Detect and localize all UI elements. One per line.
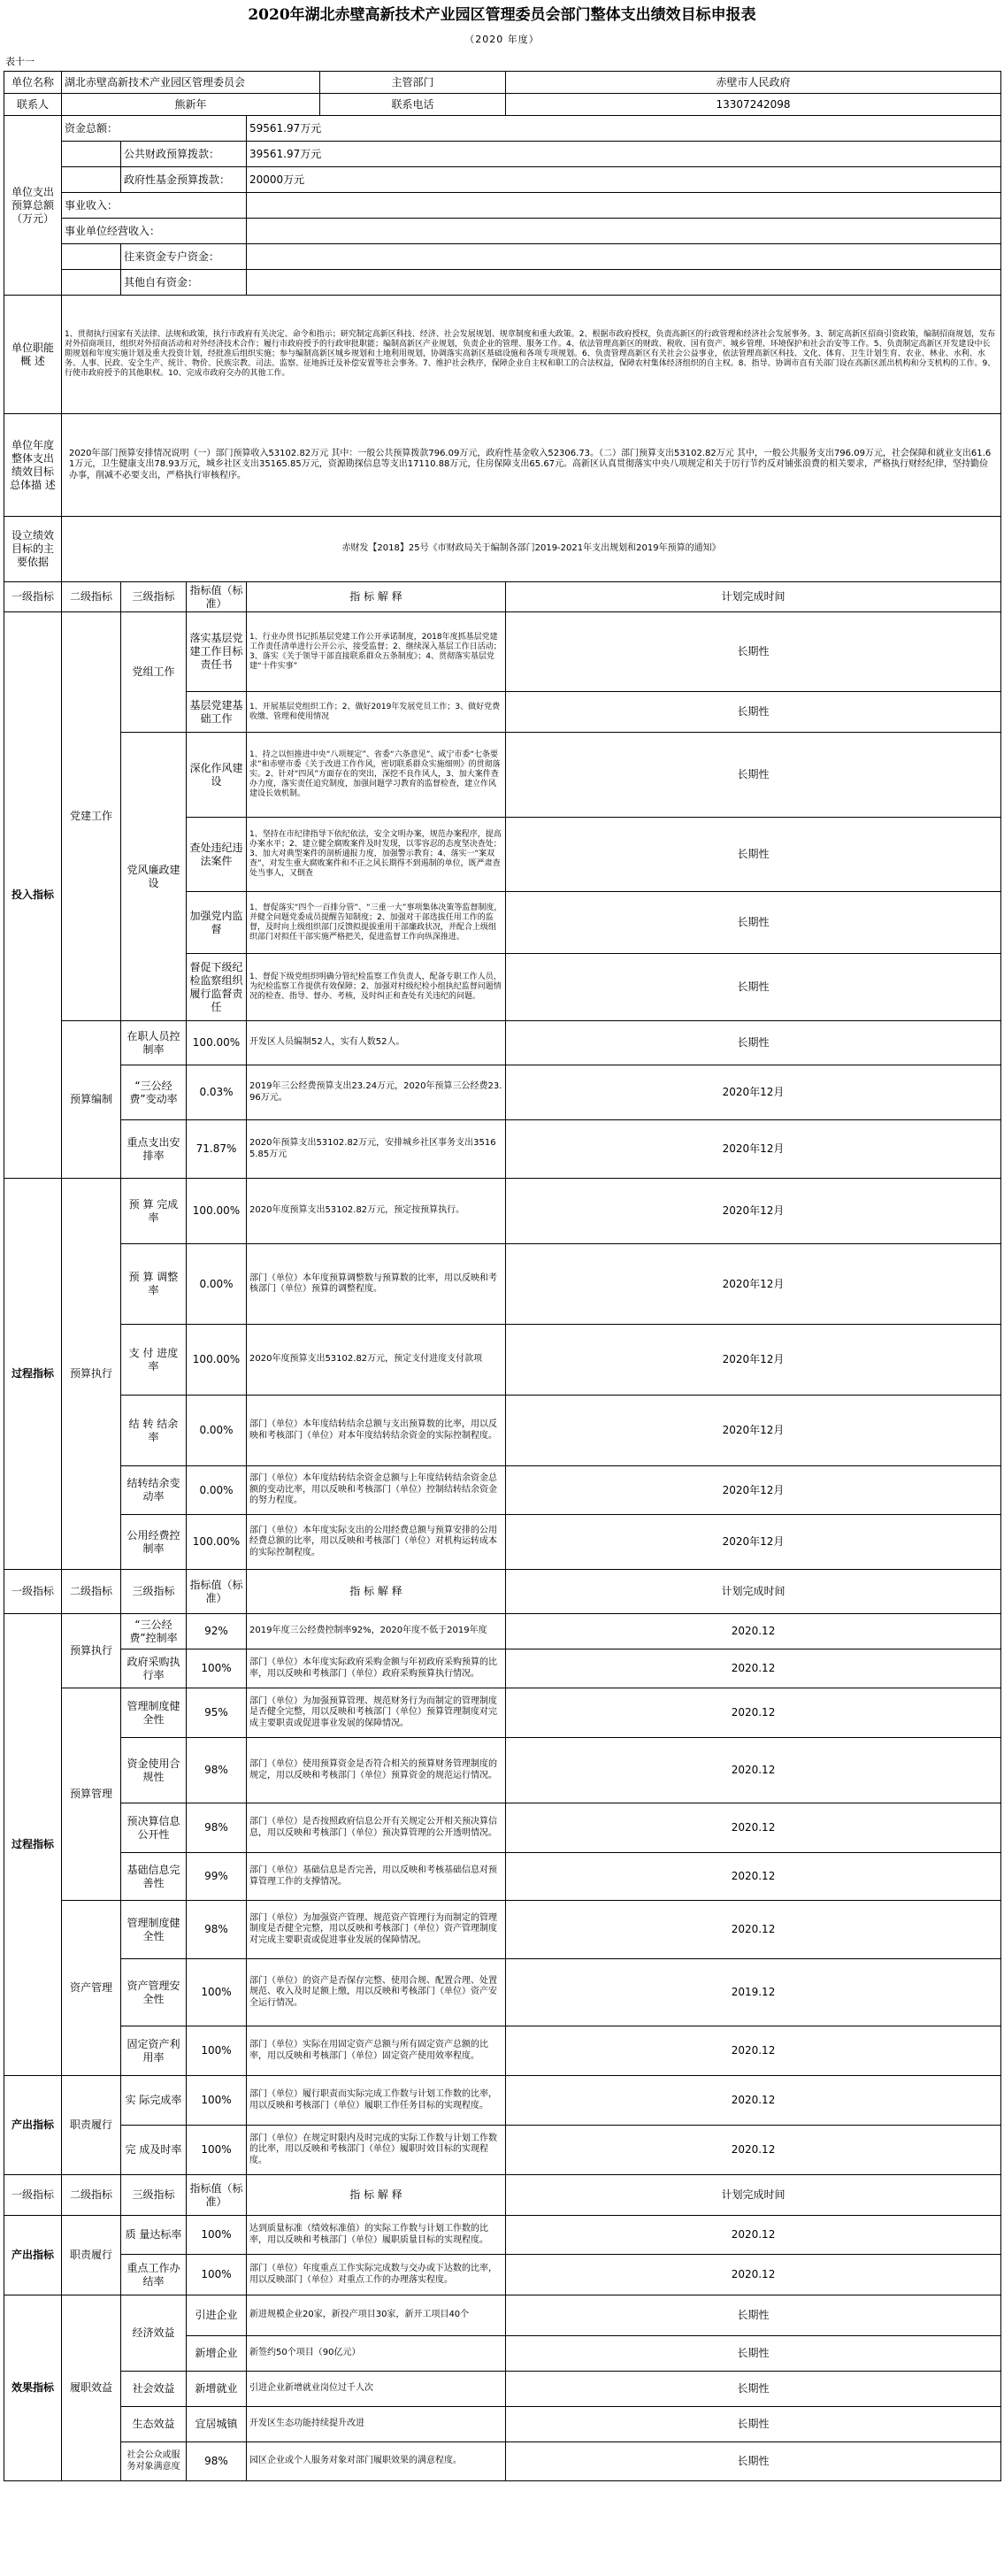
indicator-explain: 部门（单位）本年度预算调整数与预算数的比率，用以反映和考核部门（单位）预算的调整程度。 — [247, 1244, 506, 1325]
indicator-explain: 1、坚持在市纪律指导下依纪依法，安全文明办案，规范办案程序，提高办案水平；2、建立健全腐败案件及时发现，以零容忍的态度坚决查处；3、加大对典型案件的剖析通报力度，加强警示教育；4、落实一“案双查”，对发生重大腐败案件和不正之风长期得不到遏制的单位，既严肃查处当事人，又倒查 — [247, 818, 506, 892]
header-value: 指标值（标准） — [187, 582, 247, 612]
indicator-plan: 2020年12月 — [506, 1466, 1001, 1515]
indicator-plan: 2020.12 — [506, 1649, 1001, 1688]
header-level3: 三级指标 — [121, 582, 187, 612]
section-level2: 预算执行 — [62, 1179, 121, 1570]
budget-item-value: 20000万元 — [247, 167, 1001, 193]
indicator-name: 资金使用合规性 — [121, 1738, 187, 1803]
indicator-plan: 2019.12 — [506, 1959, 1001, 2026]
indicator-explain: 部门（单位）本年度结转结余总额与支出预算数的比率，用以反映和考核部门（单位）对本年度结转结余资金的实际控制程度。 — [247, 1396, 506, 1466]
budget-item-label: 事业单位经营收入： — [62, 219, 247, 244]
indicator-name: 支 付 进度率 — [121, 1325, 187, 1396]
benefit-type: 生态效益 — [121, 2407, 187, 2442]
indicator-explain: 开发区生态功能持续提升改进 — [247, 2407, 506, 2442]
indicator-plan: 2020.12 — [506, 2255, 1001, 2295]
indicator-explain: 开发区人员编制52人，实有人数52人。 — [247, 1021, 506, 1065]
indicator-value: 100% — [187, 2026, 247, 2076]
indicator-value: 100% — [187, 2255, 247, 2295]
budget-label: 单位支出预算总额（万元） — [4, 116, 62, 296]
duty-text: 1、贯彻执行国家有关法律、法规和政策，执行市政府有关决定、命令和指示；研究制定高新区科技、经济、社会发展规划、规章制度和重大政策。2、根据市政府授权，负责高新区的行政管理和经济社会发展事务。3、制定高新区招商引资政策，编制招商规划，发布对外招商项目，组织对外招商活动和对外经济技术合作；履行市政府授予的行政审批职能；编制高新区产业规划，负责企业的管理、服务工作。4、依法管理高新区的财政、税收、国有资产、城乡管理、环境保护和社会治安等工作。5、负责制定高新区开发建设中长期规划和年度实施计划及重大投资计划，经批准后组织实施；参与编制高新区城乡规划和土地利用规划，协调落实高新区基础设施和各项专项规划。6、负责管理高新区有关社会公益事业，依法管理高新区科技、文化、体育、卫生计划生育、农业、林业、水利、水务、人事、民政、安全生产、统计、物价、民族宗教、司法、监察、征地拆迁及补偿安置等社会事务。7、维护社会秩序，保障企业自主权和职工的合法权益，保障农村集体经济组织的自主权。8、指导、协调市直有关部门设在高新区派出机构和分支机构的工作。9、行使市政府授予的其他职权。10、完成市政府交办的其他工作。 — [62, 296, 1001, 414]
indicator-value: 71.87% — [187, 1120, 247, 1179]
indicator-explain: 部门（单位）本年度结转结余资金总额与上年度结转结余资金总额的变动比率，用以反映和考核部门（单位）控制结转结余资金的努力程度。 — [247, 1466, 506, 1515]
benefit-type: 社会公众或服务对象满意度 — [121, 2442, 187, 2481]
indicator-explain: 1、督促落实“四个一百排分管”、“三重一大”事项集体决策等监督制度，并健全问题党委成员提醒告知制度；2、加强对干部选拔任用工作的监督，及时向上级组织部门反馈拟提拔重用干部廉政状况，并配合上级组织部门对拟任干部实施严格把关，促进监督工作向纵深推进。 — [247, 892, 506, 954]
indicator-value: 98% — [187, 2442, 247, 2481]
indicator-explain: 达到质量标准（绩效标准值）的实际工作数与计划工作数的比率，用以反映和考核部门（单位）履职质量目标的实现程度。 — [247, 2216, 506, 2255]
unit-name-label: 单位名称 — [4, 72, 62, 94]
budget-item-label: 其他自有资金： — [121, 270, 247, 296]
section-level2: 预算编制 — [62, 1021, 121, 1179]
annual-goal-text: 2020年部门预算安排情况说明（一）部门预算收入53102.82万元 其中：一般公共预算拨款796.09万元，政府性基金收入52306.73。（二）部门预算支出53102.82万元 其中，一般公共服务支出796.09万元，社会保障和就业支出61.61万元，卫生健康支出78.93万元，城乡社区支出35165.85万元，资源勘探信息等支出17110.88万元，住房保障支出65.67元。高新区认真贯彻落实中央八项规定和关于厉行节约反对铺张浪费的相关要求，严格执行财经纪律，坚持勤俭办事，削减不必要支出，严格执行审核程序。 — [62, 414, 1001, 517]
indicator-plan: 长期性 — [506, 733, 1001, 818]
section-level2: 职责履行 — [62, 2216, 121, 2295]
benefit-type: 社会效益 — [121, 2372, 187, 2407]
indicator-plan: 2020.12 — [506, 1738, 1001, 1803]
header-level2: 二级指标 — [62, 582, 121, 612]
section-level2: 资产管理 — [62, 1901, 121, 2076]
indicator-name: 宜居城镇 — [187, 2407, 247, 2442]
budget-item-value — [247, 193, 1001, 219]
section-level2b: 党组工作 — [121, 612, 187, 733]
budget-item-value: 59561.97万元 — [247, 116, 1001, 142]
section-level1: 投入指标 — [4, 612, 62, 1179]
benefit-type: 经济效益 — [121, 2295, 187, 2372]
page-title: 2020年湖北赤壁高新技术产业园区管理委员会部门整体支出绩效目标申报表 — [248, 6, 756, 24]
indicator-name: 引进企业 — [187, 2295, 247, 2336]
indicator-plan: 2020年12月 — [506, 1396, 1001, 1466]
section-level1: 效果指标 — [4, 2295, 62, 2481]
indicator-plan: 2020年12月 — [506, 1179, 1001, 1244]
budget-item-label: 资金总额： — [62, 116, 247, 142]
header-explain: 指 标 解 释 — [247, 2175, 506, 2216]
indicator-plan: 2020.12 — [506, 1688, 1001, 1738]
indicator-explain: 2020年度预算支出53102.82万元，预定按预算执行。 — [247, 1179, 506, 1244]
indicator-explain: 部门（单位）是否按照政府信息公开有关规定公开相关预决算信息，用以反映和考核部门（单位）预决算管理的公开透明情况。 — [247, 1803, 506, 1853]
section-level2b: 党风廉政建设 — [121, 733, 187, 1021]
section-level1: 过程指标 — [4, 1614, 62, 2076]
indicator-explain: 部门（单位）本年度实际政府采购金额与年初政府采购预算的比率，用以反映和考核部门（单位）政府采购预算执行情况。 — [247, 1649, 506, 1688]
indicator-name: 重点工作办结率 — [121, 2255, 187, 2295]
header-explain: 指 标 解 释 — [247, 1570, 506, 1614]
budget-item-value — [247, 244, 1001, 270]
header-explain: 指 标 解 释 — [247, 582, 506, 612]
indicator-name: 加强党内监督 — [187, 892, 247, 954]
indicator-plan: 2020.12 — [506, 2026, 1001, 2076]
indicator-name: 新增就业 — [187, 2372, 247, 2407]
indicator-plan: 2020.12 — [506, 1853, 1001, 1901]
indicator-plan: 长期性 — [506, 818, 1001, 892]
dept-value: 赤壁市人民政府 — [506, 72, 1001, 94]
header-plan: 计划完成时间 — [506, 582, 1001, 612]
indicator-plan: 2020年12月 — [506, 1325, 1001, 1396]
header-plan: 计划完成时间 — [506, 2175, 1001, 2216]
header-level3: 三级指标 — [121, 2175, 187, 2216]
indicator-name: 政府采购执行率 — [121, 1649, 187, 1688]
indicator-name: 资产管理安全性 — [121, 1959, 187, 2026]
indicator-plan: 长期性 — [506, 892, 1001, 954]
indicator-name: 结转结余变动率 — [121, 1466, 187, 1515]
indicator-name: “三公经费”变动率 — [121, 1065, 187, 1120]
table-number: 表十一 — [5, 56, 34, 67]
dept-label: 主管部门 — [320, 72, 506, 94]
indicator-name: 落实基层党建工作目标责任书 — [187, 612, 247, 692]
indicator-name: “三公经费”控制率 — [121, 1614, 187, 1649]
basis-label: 设立绩效目标的主要依据 — [4, 517, 62, 582]
budget-item-value — [247, 270, 1001, 296]
indicator-plan: 长期性 — [506, 2295, 1001, 2336]
indicator-plan: 长期性 — [506, 2336, 1001, 2372]
header-level2: 二级指标 — [62, 2175, 121, 2216]
indicator-plan: 长期性 — [506, 612, 1001, 692]
indicator-explain: 部门（单位）为加强资产管理、规范资产管理行为而制定的管理制度是否健全完整，用以反映和考核部门（单位）资产管理制度对完成主要职责或促进事业发展的保障情况。 — [247, 1901, 506, 1959]
section-level1: 产出指标 — [4, 2216, 62, 2295]
indicator-plan: 长期性 — [506, 2372, 1001, 2407]
indicator-explain: 部门（单位）在规定时限内及时完成的实际工作数与计划工作数的比率，用以反映和考核部门（单位）履职时效目标的实现程度。 — [247, 2126, 506, 2175]
indicator-name: 完 成及时率 — [121, 2126, 187, 2175]
indicator-name: 基础信息完善性 — [121, 1853, 187, 1901]
budget-item-value: 39561.97万元 — [247, 142, 1001, 167]
indicator-value: 100% — [187, 1649, 247, 1688]
basis-text: 赤财发【2018】25号《市财政局关于编制各部门2019-2021年支出规划和2019年预算的通知》 — [62, 517, 1001, 582]
indicator-explain: 1、督促下级党组织明确分管纪检监察工作负责人，配备专职工作人员，为纪检监察工作提供有效保障；2、加强对村级纪检小组执纪监督问题情况的检查、指导、督办、考核，及时纠正和查处有关违纪的问题。 — [247, 954, 506, 1021]
indicator-plan: 2020.12 — [506, 1803, 1001, 1853]
indicator-name: 固定资产利用率 — [121, 2026, 187, 2076]
indicator-explain: 1、行业办贯书记抓基层党建工作公开承诺制度，2018年度抓基层党建工作责任清单进行公开公示，接受监督；2、继续深入基层工作日活动；3、落实《关于领导干部直接联系群众五条制度》；4、贯彻落实基层党建“十件实事” — [247, 612, 506, 692]
indicator-plan: 长期性 — [506, 692, 1001, 733]
indicator-value: 100% — [187, 1959, 247, 2026]
indicator-name: 重点支出安排率 — [121, 1120, 187, 1179]
indicator-name: 预 算 完成率 — [121, 1179, 187, 1244]
contact-value: 熊新年 — [62, 94, 320, 116]
indicator-plan: 长期性 — [506, 2442, 1001, 2481]
indicator-explain: 2020年度预算支出53102.82万元，预定支付进度支付款项 — [247, 1325, 506, 1396]
indicator-plan: 2020年12月 — [506, 1244, 1001, 1325]
indicator-value: 0.00% — [187, 1396, 247, 1466]
duty-label: 单位职能概 述 — [4, 296, 62, 414]
indicator-name: 新增企业 — [187, 2336, 247, 2372]
indicator-value: 95% — [187, 1688, 247, 1738]
indicator-plan: 长期性 — [506, 1021, 1001, 1065]
section-level2: 预算管理 — [62, 1688, 121, 1901]
indicator-explain: 部门（单位）为加强预算管理、规范财务行为而制定的管理制度是否健全完整，用以反映和考核部门（单位）预算管理制度对完成主要职责或促进事业发展的保障情况。 — [247, 1688, 506, 1738]
indicator-explain: 部门（单位）的资产是否保存完整、使用合规、配置合理、处置规范、收入及时足额上缴，用以反映和考核部门（单位）资产安全运行情况。 — [247, 1959, 506, 2026]
indicator-name: 实 际完成率 — [121, 2076, 187, 2126]
indicator-plan: 长期性 — [506, 954, 1001, 1021]
budget-item-label: 事业收入： — [62, 193, 247, 219]
indicator-plan: 2020年12月 — [506, 1515, 1001, 1570]
budget-item-label: 公共财政预算拨款： — [121, 142, 247, 167]
indicator-explain: 部门（单位）基础信息是否完善，用以反映和考核基础信息对预算管理工作的支撑情况。 — [247, 1853, 506, 1901]
budget-item-label: 政府性基金预算拨款： — [121, 167, 247, 193]
unit-name-value: 湖北赤壁高新技术产业园区管理委员会 — [62, 72, 320, 94]
indicator-name: 督促下级纪检监察组织履行监督责任 — [187, 954, 247, 1021]
indicator-explain: 园区企业或个人服务对象对部门履职效果的满意程度。 — [247, 2442, 506, 2481]
section-level2: 职责履行 — [62, 2076, 121, 2175]
budget-item-label: 往来资金专户资金： — [121, 244, 247, 270]
indicator-explain: 部门（单位）使用预算资金是否符合相关的预算财务管理制度的规定，用以反映和考核部门（单位）预算资金的规范运行情况。 — [247, 1738, 506, 1803]
indicator-explain: 2019年度三公经费控制率92%，2020年度不低于2019年度 — [247, 1614, 506, 1649]
header-level2: 二级指标 — [62, 1570, 121, 1614]
header-value: 指标值（标准） — [187, 2175, 247, 2216]
indicator-explain: 部门（单位）年度重点工作实际完成数与交办或下达数的比率，用以反映部门（单位）对重点工作的办理落实程度。 — [247, 2255, 506, 2295]
indicator-name: 结 转 结余率 — [121, 1396, 187, 1466]
indicator-plan: 2020.12 — [506, 2076, 1001, 2126]
section-level1: 产出指标 — [4, 2076, 62, 2175]
indicator-value: 100% — [187, 2216, 247, 2255]
annual-goal-label: 单位年度整体支出绩效目标总体描 述 — [4, 414, 62, 517]
indicator-explain: 1、开展基层党组织工作；2、做好2019年发展党员工作；3、做好党费收缴、管理和使用情况 — [247, 692, 506, 733]
indicator-name: 预决算信息公开性 — [121, 1803, 187, 1853]
indicator-value: 100.00% — [187, 1179, 247, 1244]
section-level2: 履职效益 — [62, 2295, 121, 2481]
report-year: （2020 年度） — [464, 34, 540, 45]
indicator-value: 100.00% — [187, 1515, 247, 1570]
indicator-name: 管理制度健全性 — [121, 1688, 187, 1738]
phone-label: 联系电话 — [320, 94, 506, 116]
section-level2: 预算执行 — [62, 1614, 121, 1688]
indicator-plan: 2020.12 — [506, 2216, 1001, 2255]
indicator-name: 质 量达标率 — [121, 2216, 187, 2255]
indicator-explain: 2020年预算支出53102.82万元，安排城乡社区事务支出35165.85万元 — [247, 1120, 506, 1179]
indicator-explain: 部门（单位）本年度实际支出的公用经费总额与预算安排的公用经费总额的比率，用以反映和考核部门（单位）对机构运转成本的实际控制程度。 — [247, 1515, 506, 1570]
header-level1: 一级指标 — [4, 2175, 62, 2216]
indicator-name: 公用经费控制率 — [121, 1515, 187, 1570]
indicator-explain: 引进企业新增就业岗位过千人次 — [247, 2372, 506, 2407]
indicator-value: 98% — [187, 1738, 247, 1803]
indicator-plan: 2020.12 — [506, 1614, 1001, 1649]
indicator-plan: 2020.12 — [506, 1901, 1001, 1959]
section-level1: 过程指标 — [4, 1179, 62, 1570]
indicator-name: 在职人员控制率 — [121, 1021, 187, 1065]
indicator-value: 0.00% — [187, 1466, 247, 1515]
performance-table — [4, 71, 1001, 2481]
header-level3: 三级指标 — [121, 1570, 187, 1614]
indicator-value: 100.00% — [187, 1021, 247, 1065]
indicator-value: 0.00% — [187, 1244, 247, 1325]
header-value: 指标值（标准） — [187, 1570, 247, 1614]
indicator-plan: 2020年12月 — [506, 1120, 1001, 1179]
indicator-explain: 部门（单位）实际在用固定资产总额与所有固定资产总额的比率，用以反映和考核部门（单位）固定资产使用效率程度。 — [247, 2026, 506, 2076]
section-level2: 党建工作 — [62, 612, 121, 1021]
indicator-explain: 2019年三公经费预算支出23.24万元，2020年预算三公经费23.96万元。 — [247, 1065, 506, 1120]
indicator-value: 98% — [187, 1901, 247, 1959]
indicator-explain: 新进规模企业20家，新投产项目30家，新开工项目40个 — [247, 2295, 506, 2336]
header-level1: 一级指标 — [4, 1570, 62, 1614]
header-level1: 一级指标 — [4, 582, 62, 612]
indicator-plan: 2020.12 — [506, 2126, 1001, 2175]
indicator-explain: 新签约50个项目（90亿元） — [247, 2336, 506, 2372]
indicator-name: 预 算 调整率 — [121, 1244, 187, 1325]
indicator-value: 99% — [187, 1853, 247, 1901]
report-page — [4, 0, 1000, 2481]
indicator-explain: 部门（单位）履行职责而实际完成工作数与计划工作数的比率，用以反映和考核部门（单位）履职工作任务目标的实现程度。 — [247, 2076, 506, 2126]
header-plan: 计划完成时间 — [506, 1570, 1001, 1614]
indicator-value: 100.00% — [187, 1325, 247, 1396]
indicator-name: 深化作风建设 — [187, 733, 247, 818]
indicator-value: 98% — [187, 1803, 247, 1853]
phone-value: 13307242098 — [506, 94, 1001, 116]
indicator-name: 管理制度健全性 — [121, 1901, 187, 1959]
budget-item-value — [247, 219, 1001, 244]
contact-label: 联系人 — [4, 94, 62, 116]
indicator-plan: 长期性 — [506, 2407, 1001, 2442]
indicator-explain: 1、持之以恒推进中央“八项规定”、省委“六条意见”、咸宁市委“七条要求”和赤壁市委《关于改进工作作风，密切联系群众实施细则》的贯彻落实。2、针对“四风”方面存在的突出，深挖不良作风人，3、加大案件查办力度，落实责任追究制度，加强问题学习教育的监督检查，建立作风建设长效机制。 — [247, 733, 506, 818]
indicator-value: 100% — [187, 2126, 247, 2175]
indicator-name: 查处违纪违法案件 — [187, 818, 247, 892]
indicator-value: 0.03% — [187, 1065, 247, 1120]
indicator-name: 基层党建基础工作 — [187, 692, 247, 733]
indicator-plan: 2020年12月 — [506, 1065, 1001, 1120]
indicator-value: 100% — [187, 2076, 247, 2126]
indicator-value: 92% — [187, 1614, 247, 1649]
